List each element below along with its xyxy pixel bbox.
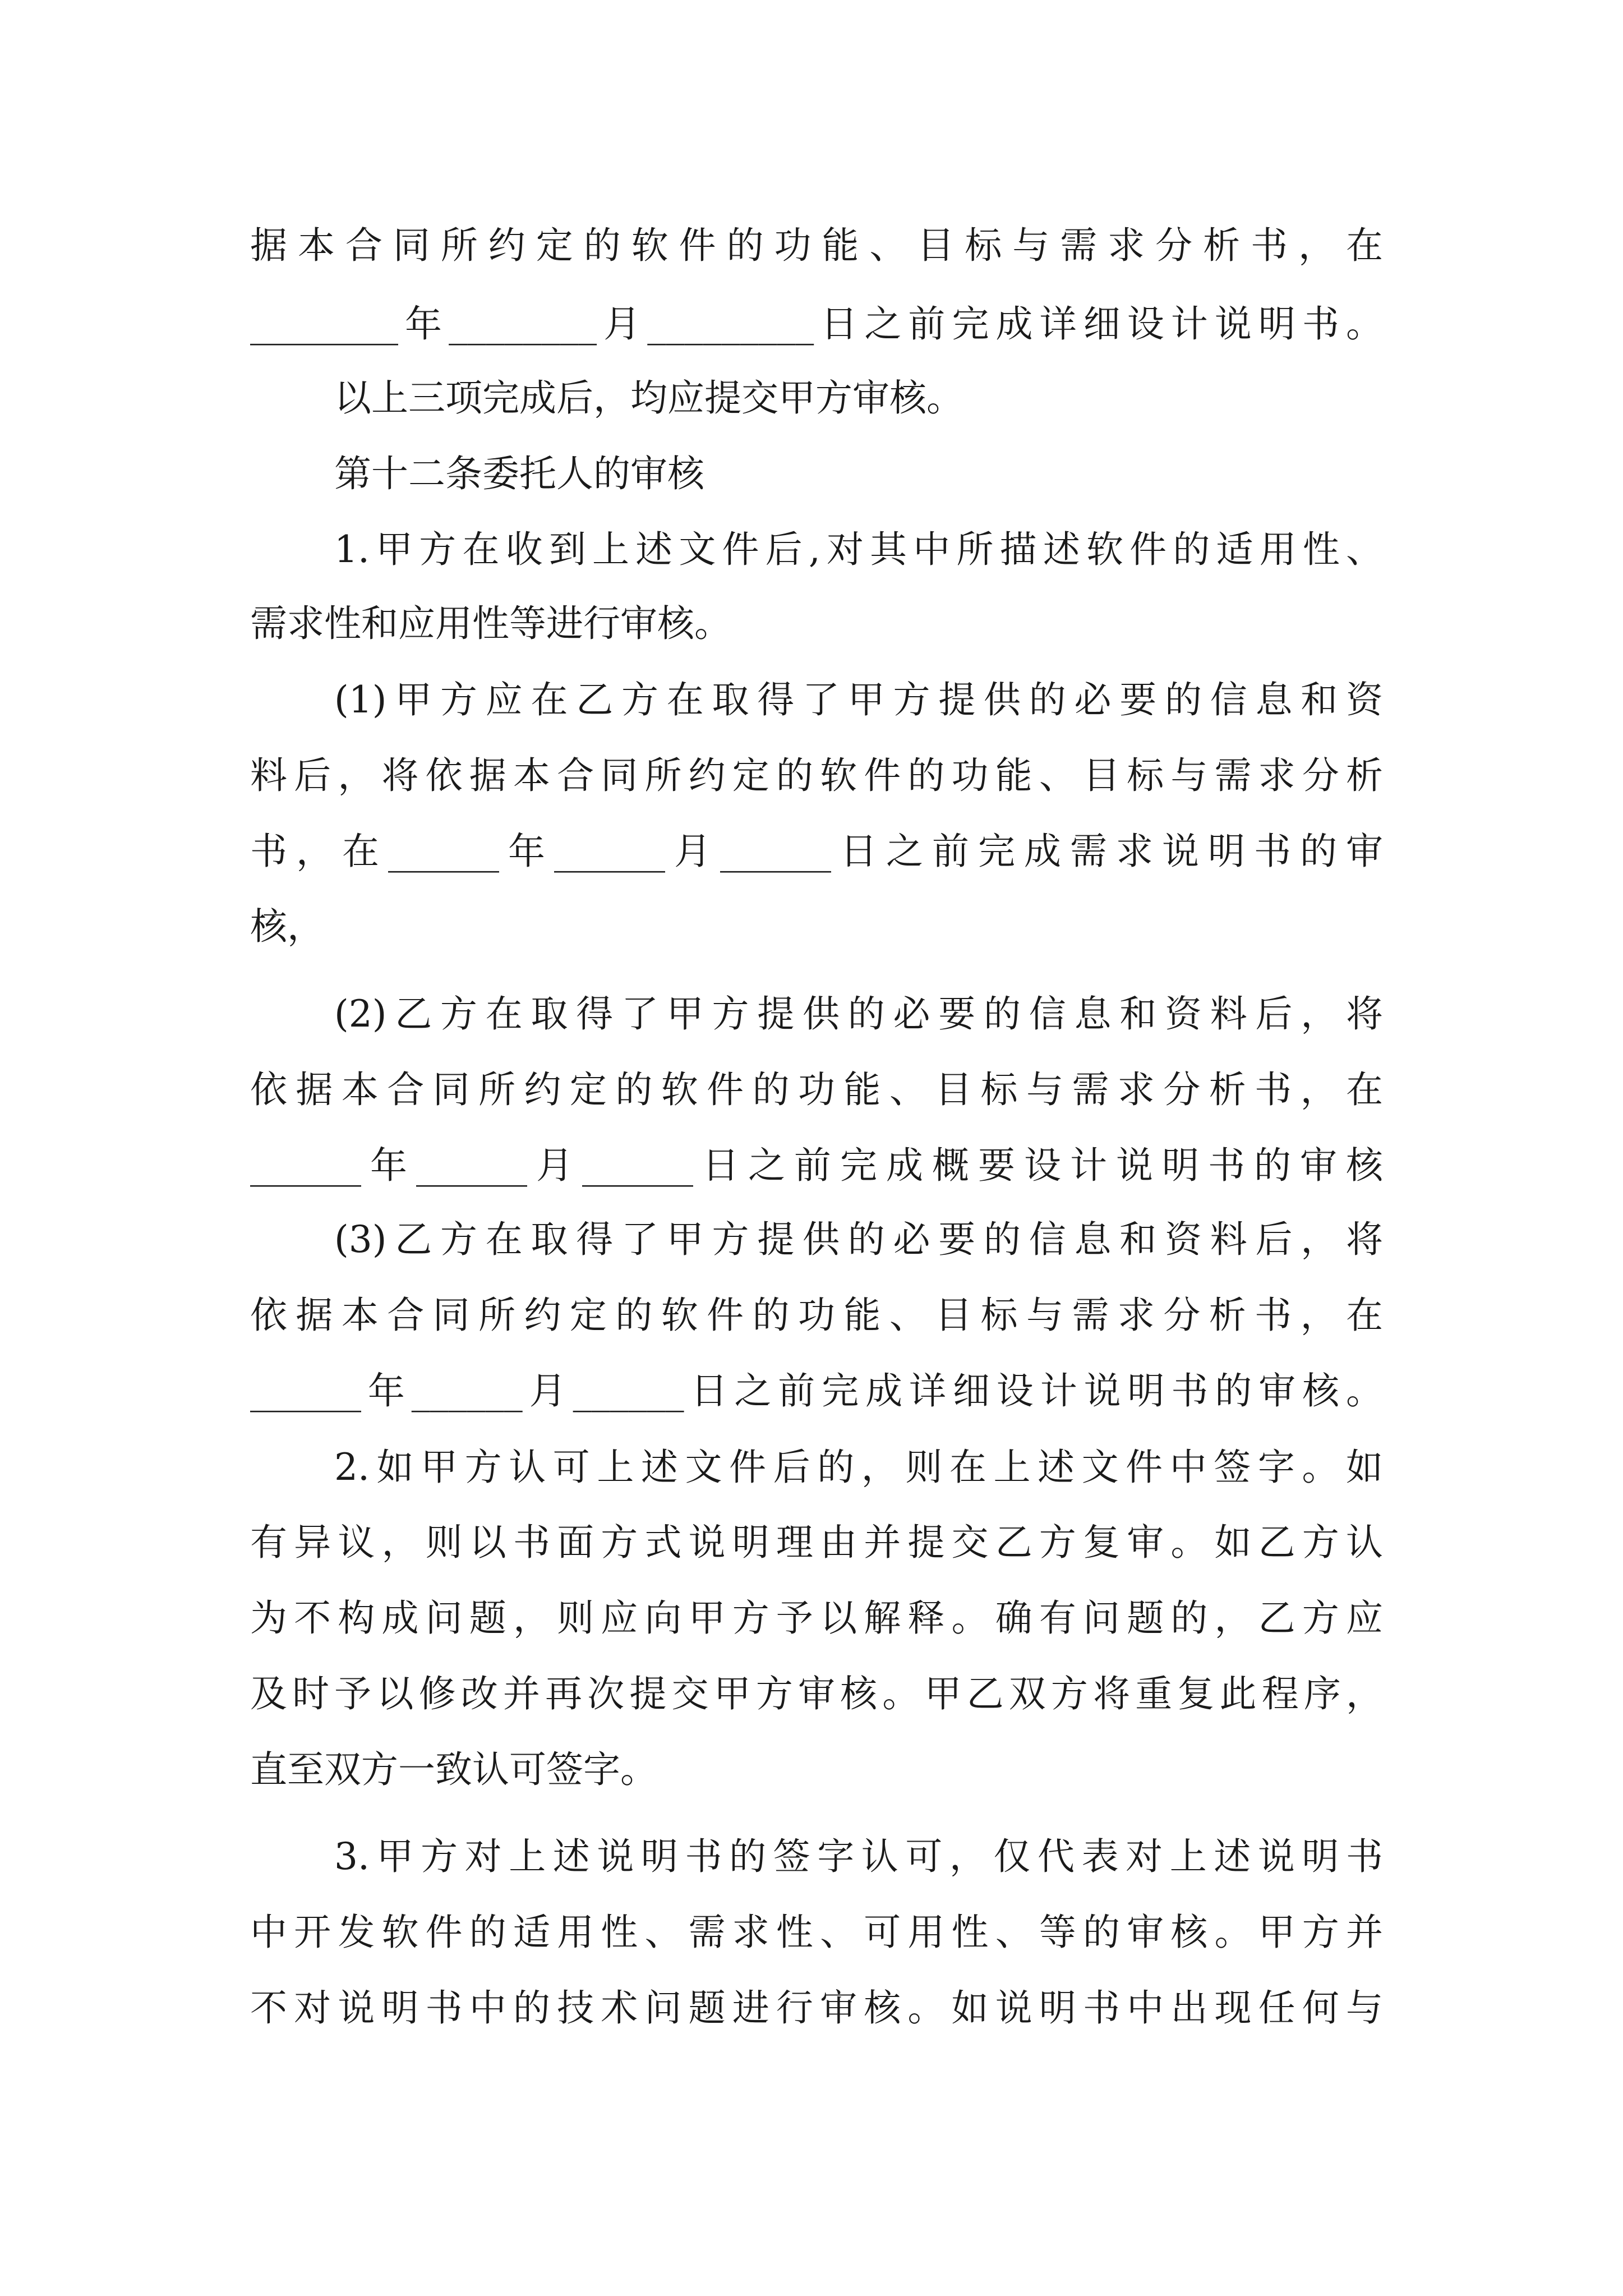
text-line: (2)乙方在取得了甲方提供的必要的信息和资料后，将 <box>334 992 1383 1036</box>
text-line: 不对说明书中的技术问题进行审核。如说明书中出现任何与 <box>250 1986 1383 2030</box>
text-line: 据本合同所约定的软件的功能、目标与需求分析书，在 <box>250 224 1383 267</box>
text-line: 有异议，则以书面方式说明理由并提交乙方复审。如乙方认 <box>250 1521 1383 1564</box>
text-line: 料后，将依据本合同所约定的软件的功能、目标与需求分析 <box>250 754 1383 797</box>
text-line: 核， <box>250 905 324 948</box>
section-heading: 第十二条委托人的审核 <box>334 452 704 495</box>
text-line: 3.甲方对上述说明书的签字认可，仅代表对上述说明书 <box>334 1835 1383 1878</box>
text-line: 依据本合同所约定的软件的功能、目标与需求分析书，在 <box>250 1068 1383 1111</box>
text-line: 需求性和应用性等进行审核。 <box>250 602 731 645</box>
text-line: 中开发软件的适用性、需求性、可用性、等的审核。甲方并 <box>250 1911 1383 1954</box>
text-line: 及时予以修改并再次提交甲方审核。甲乙双方将重复此程序， <box>250 1672 1383 1715</box>
text-line: ________年________月_________日之前完成详细设计说明书。 <box>250 302 1383 346</box>
text-line: 依据本合同所约定的软件的功能、目标与需求分析书，在 <box>250 1294 1383 1337</box>
text-line: ______年______月______日之前完成概要设计说明书的审核 <box>250 1144 1383 1187</box>
text-line: ______年______月______日之前完成详细设计说明书的审核。 <box>250 1369 1383 1412</box>
text-line: 为不构成问题，则应向甲方予以解释。确有问题的，乙方应 <box>250 1596 1383 1640</box>
text-line: (3)乙方在取得了甲方提供的必要的信息和资料后，将 <box>334 1218 1383 1261</box>
text-line: (1)甲方应在乙方在取得了甲方提供的必要的信息和资 <box>334 678 1383 721</box>
text-line: 1.甲方在收到上述文件后,对其中所描述软件的适用性、 <box>334 528 1383 571</box>
text-line: 书，在______年______月______日之前完成需求说明书的审 <box>250 830 1383 873</box>
text-line: 直至双方一致认可签字。 <box>250 1748 657 1791</box>
text-line: 2.如甲方认可上述文件后的，则在上述文件中签字。如 <box>334 1446 1383 1489</box>
text-line: 以上三项完成后，均应提交甲方审核。 <box>334 376 963 420</box>
